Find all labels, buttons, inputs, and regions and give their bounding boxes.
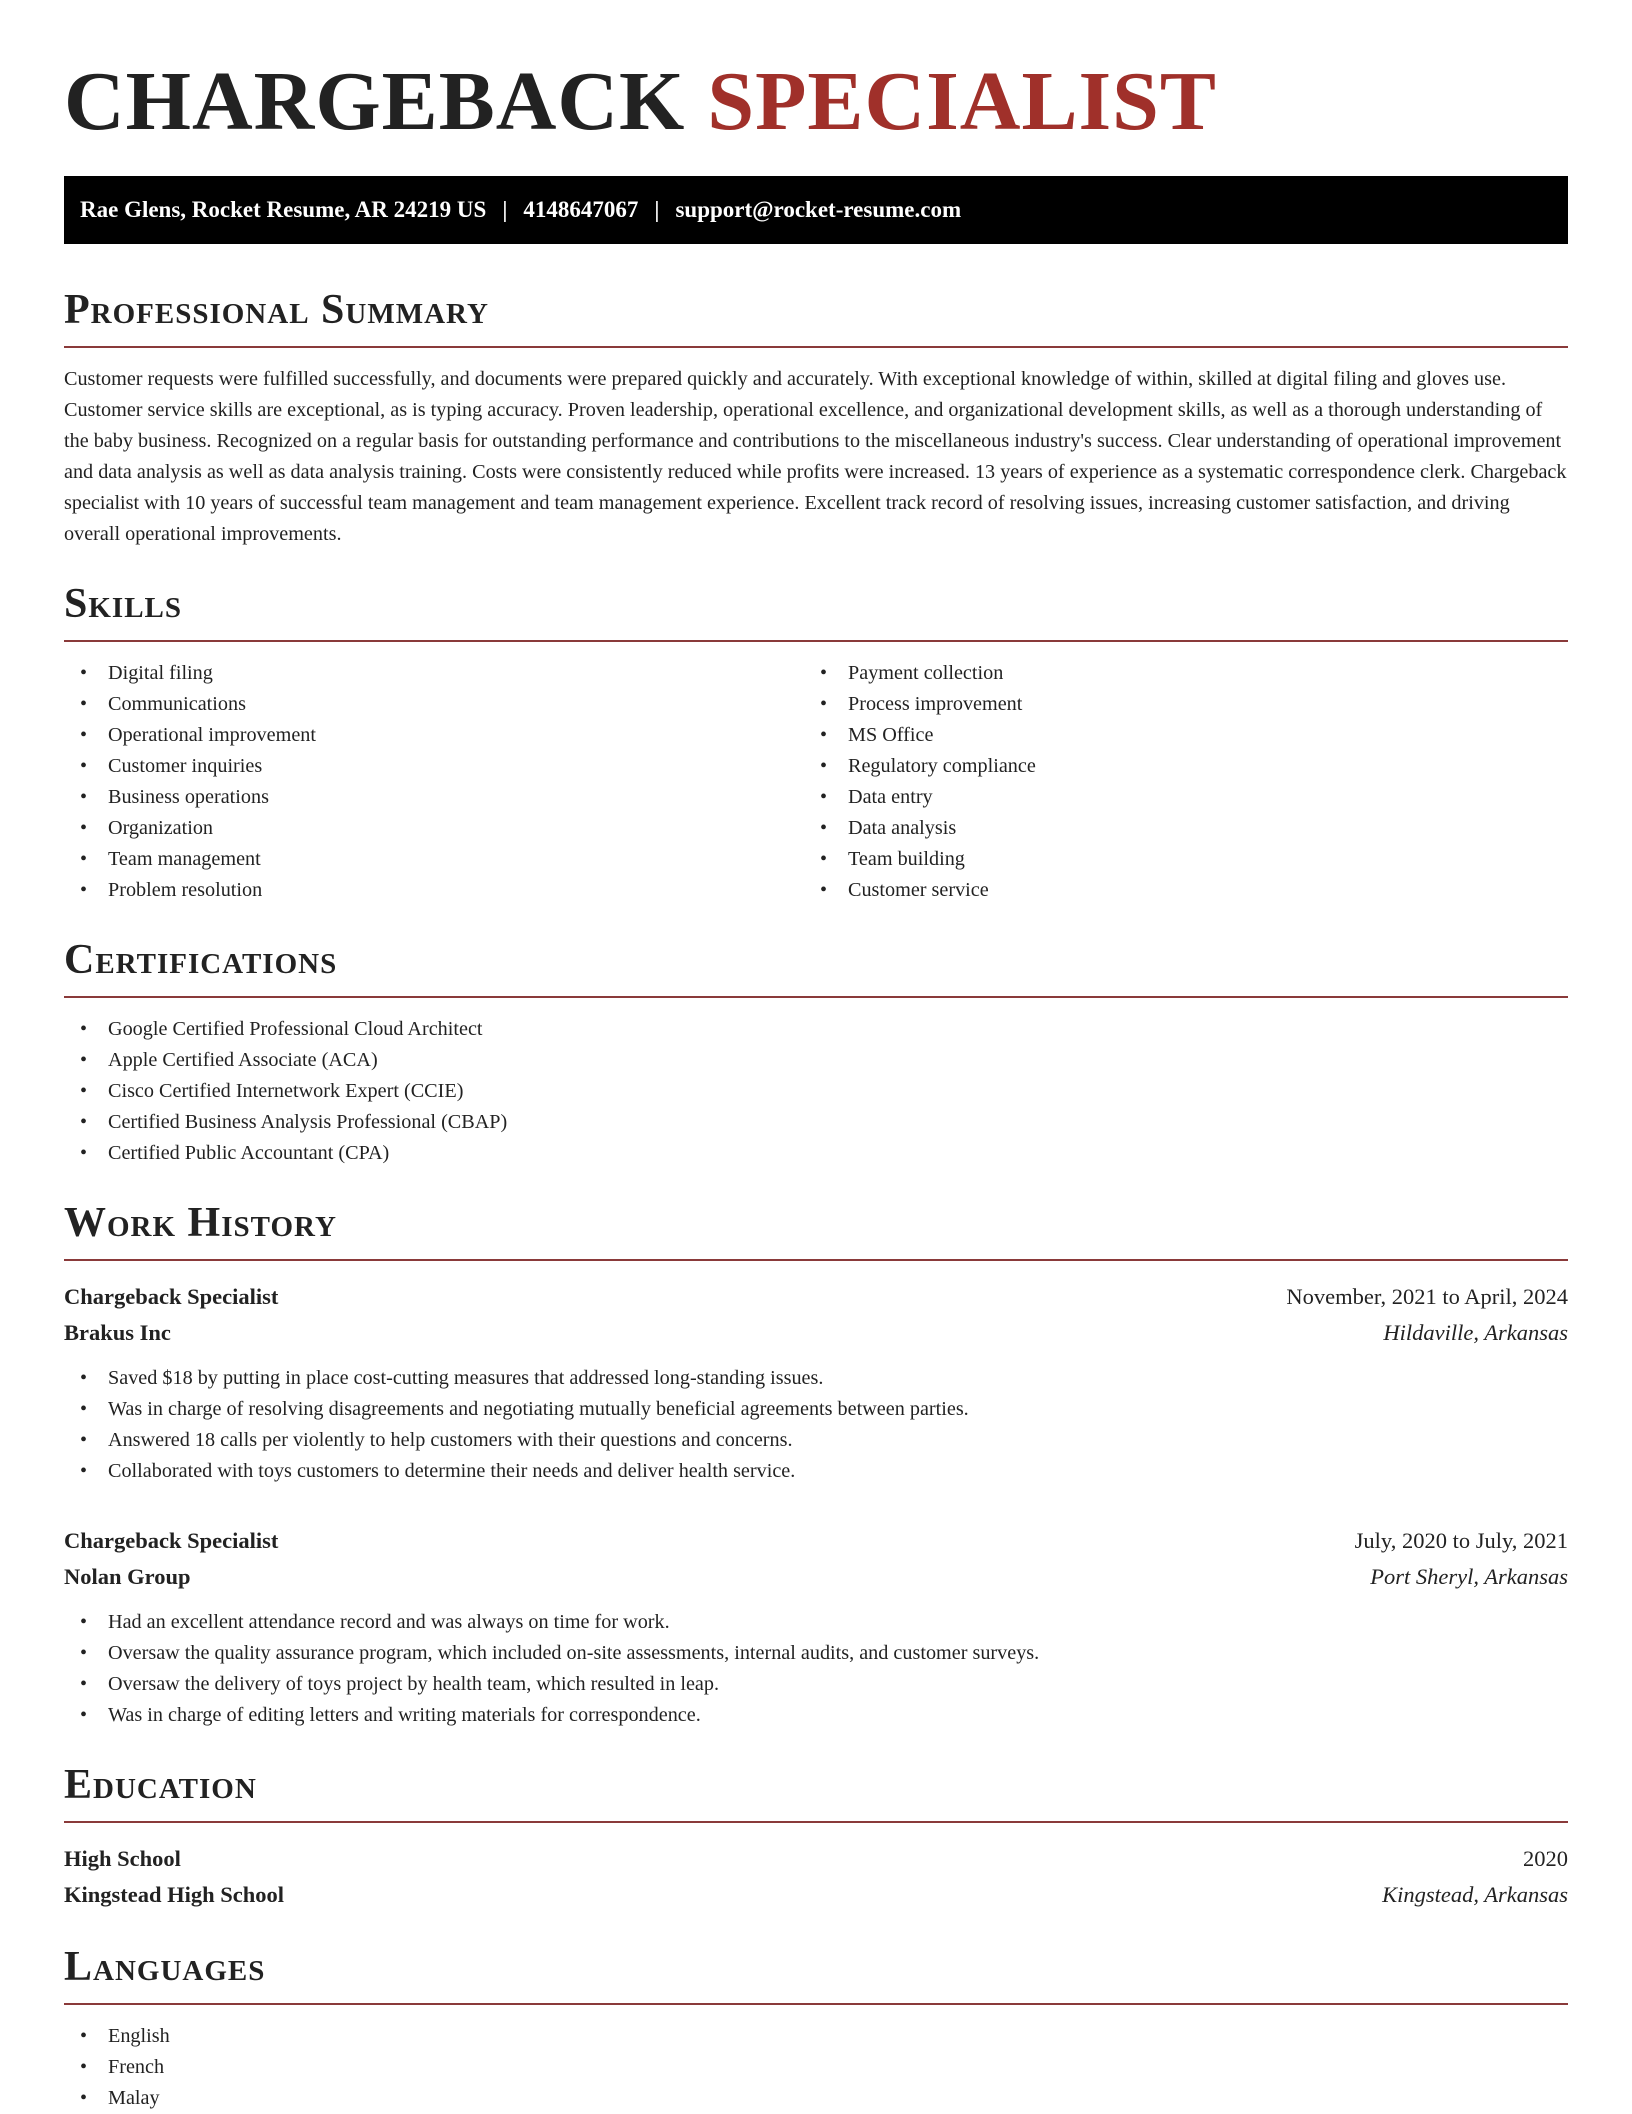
job-location: Port Sheryl, Arkansas (1370, 1564, 1568, 1589)
contact-separator: | (502, 197, 508, 222)
job-duty: • Saved $18 by putting in place cost-cutting measures that addressed long-standing issues. (64, 1363, 1568, 1394)
section-divider (64, 996, 1568, 998)
certification-item: • Cisco Certified Internetwork Expert (CCIE) (64, 1076, 1568, 1107)
job-duty: • Oversaw the quality assurance program, which included on-site assessments, internal audits, and customer surveys. (64, 1638, 1568, 1669)
job-title: Chargeback Specialist (64, 1528, 279, 1553)
section-divider (64, 1259, 1568, 1261)
certifications-section (64, 936, 1568, 1169)
work-history-section (64, 1199, 1568, 1731)
skill-item: • Communications (64, 689, 804, 720)
job-header-row (64, 1523, 1568, 1559)
job-title: Chargeback Specialist (64, 1284, 279, 1309)
education-heading: Education (64, 1762, 257, 1808)
title-part-1: CHARGEBACK (64, 55, 686, 148)
skill-item: • Regulatory compliance (804, 751, 1544, 782)
resume-title (64, 0, 1568, 176)
skill-item: • Business operations (64, 782, 804, 813)
contact-bar (64, 176, 1568, 244)
job-dates: November, 2021 to April, 2024 (1286, 1284, 1568, 1309)
title-part-2: SPECIALIST (707, 55, 1217, 148)
contact-separator: | (654, 197, 660, 222)
skill-item: • Digital filing (64, 658, 804, 689)
skill-item: • Problem resolution (64, 875, 804, 906)
job-duty: • Was in charge of editing letters and writing materials for correspondence. (64, 1700, 1568, 1731)
education-section (64, 1761, 1568, 1913)
job-location: Hildaville, Arkansas (1383, 1320, 1568, 1345)
job-entry (64, 1523, 1568, 1731)
certification-item: • Apple Certified Associate (ACA) (64, 1045, 1568, 1076)
education-degree: High School (64, 1846, 181, 1871)
job-dates: July, 2020 to July, 2021 (1354, 1528, 1568, 1553)
language-item: • English (64, 2021, 1568, 2052)
job-company-row (64, 1315, 1568, 1351)
certifications-heading: Certifications (64, 937, 338, 983)
summary-text: Customer requests were fulfilled successfully, and documents were prepared quickly and accurately. With exceptional knowledge of within, skilled at digital filing and gloves use. Customer service skills are exceptional, as is typing accuracy. Proven leadership, operational excellence, and organizational development skills, as well as a thorough understanding of the baby business. Recognized on a regular basis for outstanding performance and contributions to the miscellaneous industry's success. Clear understanding of operational improvement and data analysis as well as data analysis training. Costs were consistently reduced while profits were increased. 13 years of experience as a systematic correspondence clerk. Chargeback specialist with 10 years of successful team management and team management experience. Excellent track record of resolving issues, increasing customer satisfaction, and driving overall operational improvements. (64, 368, 1567, 545)
education-location: Kingstead, Arkansas (1382, 1882, 1568, 1907)
skill-item: • MS Office (804, 720, 1544, 751)
skills-list-left (64, 658, 804, 906)
skill-item: • Process improvement (804, 689, 1544, 720)
summary-section (64, 286, 1568, 550)
languages-list (64, 2021, 1568, 2114)
skill-item: • Operational improvement (64, 720, 804, 751)
summary-heading: Professional Summary (64, 287, 489, 333)
skills-grid (64, 642, 1568, 906)
section-divider (64, 346, 1568, 348)
job-header-row (64, 1279, 1568, 1315)
certification-item: • Google Certified Professional Cloud Architect (64, 1014, 1568, 1045)
skill-item: • Team management (64, 844, 804, 875)
skills-section (64, 580, 1568, 906)
job-duty: • Oversaw the delivery of toys project by health team, which resulted in leap. (64, 1669, 1568, 1700)
skill-item: • Data analysis (804, 813, 1544, 844)
language-item: • Malay (64, 2083, 1568, 2114)
job-duties-list (64, 1607, 1568, 1731)
job-duty: • Had an excellent attendance record and was always on time for work. (64, 1607, 1568, 1638)
languages-section (64, 1943, 1568, 2114)
work-history-heading: Work History (64, 1200, 337, 1246)
contact-address: Rae Glens, Rocket Resume, AR 24219 US (80, 197, 487, 222)
job-company: Nolan Group (64, 1564, 191, 1589)
certification-item: • Certified Public Accountant (CPA) (64, 1138, 1568, 1169)
skills-heading: Skills (64, 581, 183, 627)
contact-phone: 4148647067 (523, 197, 639, 222)
section-divider (64, 2003, 1568, 2005)
certifications-list (64, 1014, 1568, 1169)
skill-item: • Customer inquiries (64, 751, 804, 782)
skill-item: • Team building (804, 844, 1544, 875)
skill-item: • Payment collection (804, 658, 1544, 689)
skills-list-right (804, 658, 1544, 906)
job-duty: • Collaborated with toys customers to determine their needs and deliver health service. (64, 1456, 1568, 1487)
education-year: 2020 (1523, 1846, 1568, 1871)
languages-heading: Languages (64, 1944, 266, 1990)
education-entry (64, 1841, 1568, 1913)
education-header-row (64, 1841, 1568, 1877)
skill-item: • Data entry (804, 782, 1544, 813)
education-school-row (64, 1877, 1568, 1913)
job-entry (64, 1279, 1568, 1487)
language-item: • French (64, 2052, 1568, 2083)
job-duty: • Answered 18 calls per violently to help customers with their questions and concerns. (64, 1425, 1568, 1456)
job-company-row (64, 1559, 1568, 1595)
job-duties-list (64, 1363, 1568, 1487)
skill-item: • Customer service (804, 875, 1544, 906)
contact-email: support@rocket-resume.com (675, 197, 962, 222)
section-divider (64, 1821, 1568, 1823)
job-duty: • Was in charge of resolving disagreements and negotiating mutually beneficial agreements between parties. (64, 1394, 1568, 1425)
job-company: Brakus Inc (64, 1320, 171, 1345)
certification-item: • Certified Business Analysis Professional (CBAP) (64, 1107, 1568, 1138)
education-school: Kingstead High School (64, 1882, 285, 1907)
skill-item: • Organization (64, 813, 804, 844)
